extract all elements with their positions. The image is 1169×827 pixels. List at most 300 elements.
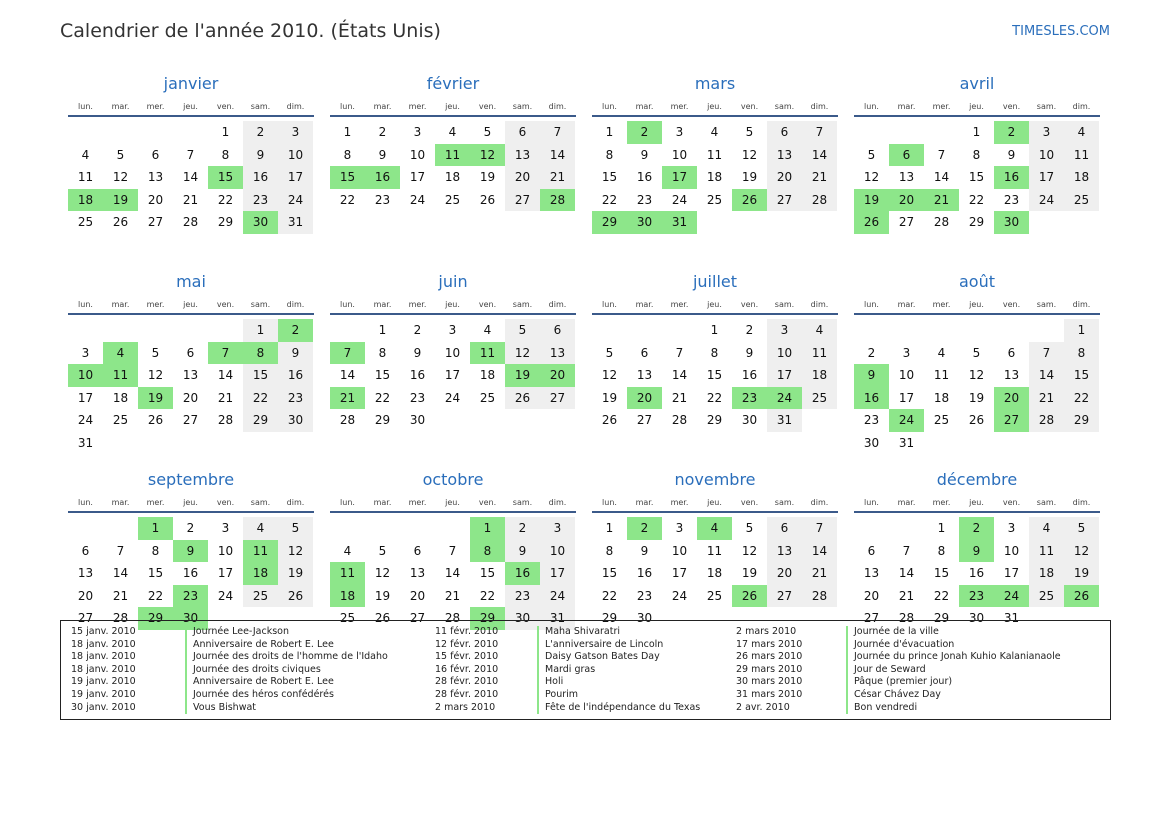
holiday-name: Jour de Seward xyxy=(854,663,926,675)
day-cell: 15 xyxy=(147,566,164,580)
day-cell: 27 xyxy=(636,413,653,427)
day-cell: 6 xyxy=(867,543,876,558)
weekday-header xyxy=(68,492,314,513)
holiday-name: Anniversaire de Robert E. Lee xyxy=(193,638,334,650)
month-name: juillet xyxy=(692,272,738,291)
weekday-label: jeu. xyxy=(183,498,198,507)
day-cell: 7 xyxy=(902,543,911,558)
day-cell: 14 xyxy=(933,170,950,184)
holiday-date: 30 janv. 2010 xyxy=(71,701,136,713)
day-cell: 6 xyxy=(640,345,649,360)
weekday-label: mar. xyxy=(897,300,916,309)
day-cell: 15 xyxy=(601,170,618,184)
weekday-label: mer. xyxy=(932,300,951,309)
holiday-name: L'anniversaire de Lincoln xyxy=(545,638,664,650)
holiday-day: 19 xyxy=(854,189,889,212)
weekday-label: jeu. xyxy=(707,498,722,507)
day-cell: 28 xyxy=(671,413,688,427)
weekday-label: ven. xyxy=(1002,300,1021,309)
day-cell: 18 xyxy=(479,368,496,382)
day-cell: 13 xyxy=(182,368,199,382)
weekday-label: ven. xyxy=(740,300,759,309)
day-cell: 8 xyxy=(221,147,230,162)
holiday-day: 24 xyxy=(767,387,802,410)
day-cell: 12 xyxy=(147,368,164,382)
day-cell: 25 xyxy=(243,585,278,608)
weekday-label: ven. xyxy=(216,498,235,507)
day-cell: 4 xyxy=(1064,121,1099,144)
holiday-date: 2 mars 2010 xyxy=(736,626,797,637)
day-cell: 5 xyxy=(745,521,754,535)
weekday-label: sam. xyxy=(250,102,271,111)
month-name: janvier xyxy=(163,74,219,93)
weekday-label: lun. xyxy=(602,498,617,507)
day-cell: 14 xyxy=(802,144,837,167)
day-cell: 14 xyxy=(444,566,461,580)
day-cell: 4 xyxy=(937,345,946,360)
day-cell: 12 xyxy=(741,147,758,162)
month-name: février xyxy=(426,74,480,93)
holiday-date: 28 févr. 2010 xyxy=(435,688,499,700)
day-cell: 22 xyxy=(601,192,618,207)
day-cell: 10 xyxy=(540,540,575,563)
day-cell: 31 xyxy=(767,409,802,432)
weekday-label: dim. xyxy=(1072,498,1091,507)
day-cell: 1 xyxy=(221,125,230,139)
day-cell: 15 xyxy=(1064,364,1099,387)
day-cell: 31 xyxy=(898,435,915,450)
day-cell: 6 xyxy=(767,517,802,540)
day-cell: 3 xyxy=(448,323,457,337)
day-cell: 24 xyxy=(278,189,313,212)
day-cell: 14 xyxy=(182,170,199,184)
holiday-day: 18 xyxy=(330,585,365,608)
weekday-label: jeu. xyxy=(969,498,984,507)
day-cell: 30 xyxy=(636,611,653,625)
day-cell: 27 xyxy=(182,413,199,427)
weekday-label: mar. xyxy=(635,300,654,309)
day-cell: 7 xyxy=(937,147,946,162)
month-1 xyxy=(330,72,576,256)
day-cell: 4 xyxy=(343,543,352,558)
weekday-label: dim. xyxy=(286,102,305,111)
holiday-day: 2 xyxy=(627,517,662,540)
day-cell: 9 xyxy=(278,342,313,365)
day-cell: 21 xyxy=(182,192,199,207)
day-cell: 5 xyxy=(278,517,313,540)
day-cell: 22 xyxy=(217,192,234,207)
holiday-day: 26 xyxy=(732,189,767,212)
holiday-day: 24 xyxy=(889,409,924,432)
day-cell: 2 xyxy=(505,517,540,540)
month-4 xyxy=(68,270,314,454)
day-cell: 14 xyxy=(217,368,234,382)
day-cell: 19 xyxy=(741,170,758,184)
holiday-list xyxy=(60,620,1111,720)
month-5 xyxy=(330,270,576,454)
day-cell: 18 xyxy=(1064,166,1099,189)
holiday-day: 31 xyxy=(662,211,697,234)
day-cell: 12 xyxy=(374,566,391,580)
holiday-day: 19 xyxy=(103,189,138,212)
day-cell: 2 xyxy=(867,345,876,360)
day-cell: 3 xyxy=(413,125,422,139)
day-cell: 1 xyxy=(1064,319,1099,342)
day-cell: 15 xyxy=(374,368,391,382)
holiday-name: Anniversaire de Robert E. Lee xyxy=(193,676,334,688)
day-cell: 26 xyxy=(968,413,985,427)
day-cell: 4 xyxy=(1029,517,1064,540)
day-cell: 8 xyxy=(710,345,719,360)
day-cell: 12 xyxy=(863,170,880,184)
day-cell: 13 xyxy=(147,170,164,184)
holiday-day: 30 xyxy=(243,211,278,234)
weekday-label: lun. xyxy=(78,300,93,309)
day-cell: 14 xyxy=(671,368,688,382)
holiday-name: César Chávez Day xyxy=(854,688,941,700)
day-cell: 1 xyxy=(972,125,981,139)
day-cell: 17 xyxy=(671,566,688,580)
day-cell: 9 xyxy=(1007,147,1016,162)
holiday-day: 29 xyxy=(470,607,505,630)
weekday-label: mar. xyxy=(373,498,392,507)
day-cell: 28 xyxy=(217,413,234,427)
day-cell: 28 xyxy=(444,611,461,625)
day-cell: 15 xyxy=(933,566,950,580)
holiday-day: 18 xyxy=(243,562,278,585)
holiday-name: Journée des droits de l'homme de l'Idaho xyxy=(193,651,388,663)
weekday-label: ven. xyxy=(740,498,759,507)
day-cell: 5 xyxy=(867,147,876,162)
day-cell: 20 xyxy=(863,588,880,603)
weekday-label: ven. xyxy=(478,300,497,309)
day-cell: 3 xyxy=(221,521,230,535)
day-cell: 5 xyxy=(972,345,981,360)
weekday-label: ven. xyxy=(216,102,235,111)
weekday-label: mer. xyxy=(932,498,951,507)
day-cell: 1 xyxy=(605,521,614,535)
day-cell: 29 xyxy=(968,215,985,229)
day-cell: 26 xyxy=(505,387,540,410)
day-cell: 6 xyxy=(413,543,422,558)
day-grid xyxy=(592,121,838,256)
day-cell: 10 xyxy=(1003,543,1020,558)
weekday-label: sam. xyxy=(250,300,271,309)
holiday-day: 11 xyxy=(103,364,138,387)
weekday-label: ven. xyxy=(1002,102,1021,111)
weekday-header xyxy=(330,96,576,117)
day-cell: 21 xyxy=(112,588,129,603)
day-cell: 6 xyxy=(81,543,90,558)
holiday-date: 19 janv. 2010 xyxy=(71,676,136,688)
day-cell: 13 xyxy=(898,170,915,184)
holiday-date: 18 janv. 2010 xyxy=(71,651,136,663)
day-cell: 17 xyxy=(278,166,313,189)
day-cell: 12 xyxy=(278,540,313,563)
day-cell: 27 xyxy=(540,387,575,410)
weekday-label: jeu. xyxy=(707,102,722,111)
day-cell: 5 xyxy=(116,147,125,162)
holiday-name: Journée des héros confédérés xyxy=(193,688,334,700)
weekday-label: mer. xyxy=(146,300,165,309)
day-cell: 3 xyxy=(675,521,684,535)
day-cell: 16 xyxy=(636,170,653,184)
weekday-label: lun. xyxy=(864,498,879,507)
holiday-day: 30 xyxy=(994,211,1029,234)
day-cell: 13 xyxy=(540,342,575,365)
weekday-label: jeu. xyxy=(445,498,460,507)
holiday-day: 16 xyxy=(994,166,1029,189)
holiday-name: Fête de l'indépendance du Texas xyxy=(545,701,701,713)
holiday-date: 18 janv. 2010 xyxy=(71,663,136,675)
holiday-names xyxy=(846,626,1061,714)
weekday-label: jeu. xyxy=(969,300,984,309)
day-cell: 11 xyxy=(802,342,837,365)
weekday-label: dim. xyxy=(1072,102,1091,111)
weekday-label: mer. xyxy=(146,498,165,507)
day-cell: 13 xyxy=(636,368,653,382)
holiday-day: 19 xyxy=(505,364,540,387)
weekday-header xyxy=(854,96,1100,117)
day-cell: 19 xyxy=(741,566,758,580)
day-cell: 22 xyxy=(374,390,391,405)
day-cell: 8 xyxy=(151,543,160,558)
day-cell: 3 xyxy=(1007,521,1016,535)
holiday-day: 30 xyxy=(627,211,662,234)
day-cell: 1 xyxy=(243,319,278,342)
day-cell: 1 xyxy=(605,125,614,139)
day-cell: 20 xyxy=(77,588,94,603)
holiday-day: 26 xyxy=(854,211,889,234)
holiday-day: 7 xyxy=(208,342,243,365)
day-cell: 11 xyxy=(706,543,723,558)
day-cell: 5 xyxy=(745,125,754,139)
holiday-day: 8 xyxy=(470,540,505,563)
day-cell: 28 xyxy=(802,189,837,212)
day-cell: 11 xyxy=(77,170,94,184)
month-7 xyxy=(854,270,1100,454)
day-cell: 31 xyxy=(1003,611,1020,625)
weekday-label: sam. xyxy=(512,498,533,507)
weekday-label: mar. xyxy=(897,498,916,507)
weekday-label: mer. xyxy=(408,498,427,507)
day-cell: 7 xyxy=(116,543,125,558)
day-cell: 15 xyxy=(706,368,723,382)
day-grid xyxy=(68,319,314,454)
weekday-label: dim. xyxy=(1072,300,1091,309)
weekday-label: sam. xyxy=(774,102,795,111)
day-cell: 3 xyxy=(1029,121,1064,144)
weekday-label: ven. xyxy=(1002,498,1021,507)
day-cell: 6 xyxy=(1007,345,1016,360)
holiday-day: 29 xyxy=(138,607,173,630)
day-cell: 29 xyxy=(933,611,950,625)
day-cell: 22 xyxy=(968,192,985,207)
holiday-day: 9 xyxy=(173,540,208,563)
day-cell: 18 xyxy=(1029,562,1064,585)
holiday-day: 26 xyxy=(732,585,767,608)
day-cell: 2 xyxy=(243,121,278,144)
weekday-label: mar. xyxy=(635,498,654,507)
weekday-label: lun. xyxy=(602,300,617,309)
holiday-day: 24 xyxy=(994,585,1029,608)
day-cell: 19 xyxy=(278,562,313,585)
day-cell: 8 xyxy=(605,543,614,558)
day-cell: 3 xyxy=(81,345,90,360)
day-cell: 26 xyxy=(601,413,618,427)
day-cell: 13 xyxy=(767,144,802,167)
day-cell: 4 xyxy=(710,125,719,139)
weekday-label: sam. xyxy=(1036,498,1057,507)
day-cell: 10 xyxy=(444,345,461,360)
day-cell: 30 xyxy=(863,435,880,450)
day-cell: 5 xyxy=(378,543,387,558)
day-cell: 17 xyxy=(1029,166,1064,189)
day-cell: 6 xyxy=(767,121,802,144)
day-cell: 15 xyxy=(601,566,618,580)
weekday-label: dim. xyxy=(548,300,567,309)
holiday-date: 31 mars 2010 xyxy=(736,688,803,700)
day-cell: 5 xyxy=(505,319,540,342)
day-cell: 1 xyxy=(378,323,387,337)
holiday-dates xyxy=(736,626,846,714)
weekday-header xyxy=(854,294,1100,315)
weekday-label: jeu. xyxy=(445,300,460,309)
day-cell: 23 xyxy=(1003,192,1020,207)
day-cell: 21 xyxy=(217,390,234,405)
month-name: décembre xyxy=(936,470,1018,489)
day-cell: 28 xyxy=(1029,409,1064,432)
day-cell: 7 xyxy=(448,543,457,558)
site-link[interactable]: TIMESLES.COM xyxy=(1012,24,1110,39)
day-cell: 15 xyxy=(968,170,985,184)
day-cell: 16 xyxy=(243,166,278,189)
day-cell: 16 xyxy=(409,368,426,382)
month-name: septembre xyxy=(147,470,235,489)
day-cell: 26 xyxy=(479,192,496,207)
day-cell: 19 xyxy=(601,390,618,405)
day-cell: 16 xyxy=(636,566,653,580)
day-cell: 14 xyxy=(112,566,129,580)
weekday-label: mar. xyxy=(635,102,654,111)
day-cell: 26 xyxy=(112,215,129,229)
day-cell: 11 xyxy=(706,147,723,162)
weekday-label: mer. xyxy=(146,102,165,111)
holiday-date: 16 févr. 2010 xyxy=(435,663,499,675)
weekday-header xyxy=(68,96,314,117)
holiday-dates xyxy=(71,626,181,714)
holiday-day: 7 xyxy=(330,342,365,365)
day-cell: 13 xyxy=(505,144,540,167)
day-cell: 17 xyxy=(409,170,426,184)
day-cell: 12 xyxy=(741,543,758,558)
day-cell: 9 xyxy=(413,345,422,360)
month-0 xyxy=(68,72,314,256)
holiday-name: Mardi gras xyxy=(545,663,596,675)
day-cell: 17 xyxy=(444,368,461,382)
holiday-name: Journée du prince Jonah Kuhio Kalanianaole xyxy=(854,651,1061,663)
holiday-day: 11 xyxy=(470,342,505,365)
holiday-day: 26 xyxy=(1064,585,1099,608)
day-cell: 30 xyxy=(505,607,540,630)
weekday-label: sam. xyxy=(1036,300,1057,309)
day-cell: 1 xyxy=(710,323,719,337)
holiday-name: Pourim xyxy=(545,688,579,700)
day-cell: 28 xyxy=(339,413,356,427)
day-cell: 8 xyxy=(343,147,352,162)
holiday-day: 21 xyxy=(330,387,365,410)
day-cell: 23 xyxy=(505,585,540,608)
day-cell: 25 xyxy=(444,192,461,207)
day-cell: 12 xyxy=(505,342,540,365)
day-cell: 4 xyxy=(483,323,492,337)
day-cell: 22 xyxy=(339,192,356,207)
weekday-label: jeu. xyxy=(707,300,722,309)
weekday-label: mer. xyxy=(932,102,951,111)
weekday-label: mar. xyxy=(111,300,130,309)
weekday-label: dim. xyxy=(286,498,305,507)
day-cell: 17 xyxy=(77,390,94,405)
holiday-date: 18 janv. 2010 xyxy=(71,638,136,650)
day-cell: 25 xyxy=(1064,189,1099,212)
day-cell: 27 xyxy=(77,611,94,625)
holiday-day: 8 xyxy=(243,342,278,365)
holiday-date: 12 févr. 2010 xyxy=(435,638,499,650)
day-cell: 26 xyxy=(374,611,391,625)
day-cell: 23 xyxy=(863,413,880,427)
month-name: avril xyxy=(959,74,995,93)
day-cell: 1 xyxy=(937,521,946,535)
holiday-name: Vous Bishwat xyxy=(193,701,257,713)
holiday-day: 15 xyxy=(330,166,365,189)
day-cell: 2 xyxy=(745,323,754,337)
day-cell: 22 xyxy=(243,387,278,410)
day-cell: 10 xyxy=(671,543,688,558)
holiday-day: 16 xyxy=(854,387,889,410)
day-cell: 15 xyxy=(479,566,496,580)
day-cell: 8 xyxy=(937,543,946,558)
day-cell: 21 xyxy=(802,562,837,585)
month-name: mars xyxy=(694,74,736,93)
weekday-header xyxy=(330,294,576,315)
day-cell: 16 xyxy=(182,566,199,580)
holiday-date: 15 févr. 2010 xyxy=(435,651,499,663)
holiday-day: 11 xyxy=(330,562,365,585)
day-cell: 20 xyxy=(147,192,164,207)
month-name: août xyxy=(958,272,995,291)
holiday-day: 9 xyxy=(854,364,889,387)
holiday-date: 15 janv. 2010 xyxy=(71,626,136,637)
day-cell: 22 xyxy=(601,588,618,603)
day-grid xyxy=(330,121,576,256)
weekday-label: lun. xyxy=(340,498,355,507)
holiday-day: 28 xyxy=(540,189,575,212)
holiday-day: 1 xyxy=(470,517,505,540)
day-cell: 10 xyxy=(217,543,234,558)
holiday-date: 30 mars 2010 xyxy=(736,676,803,688)
day-cell: 25 xyxy=(77,215,94,229)
page-title: Calendrier de l'année 2010. (États Unis) xyxy=(60,20,441,42)
day-cell: 7 xyxy=(802,121,837,144)
day-cell: 7 xyxy=(1029,342,1064,365)
day-cell: 18 xyxy=(444,170,461,184)
day-cell: 19 xyxy=(1064,562,1099,585)
holiday-date: 26 mars 2010 xyxy=(736,651,803,663)
day-cell: 11 xyxy=(933,368,950,382)
holiday-name: Pâque (premier jour) xyxy=(854,676,953,688)
weekday-label: ven. xyxy=(478,498,497,507)
weekday-label: mer. xyxy=(408,102,427,111)
